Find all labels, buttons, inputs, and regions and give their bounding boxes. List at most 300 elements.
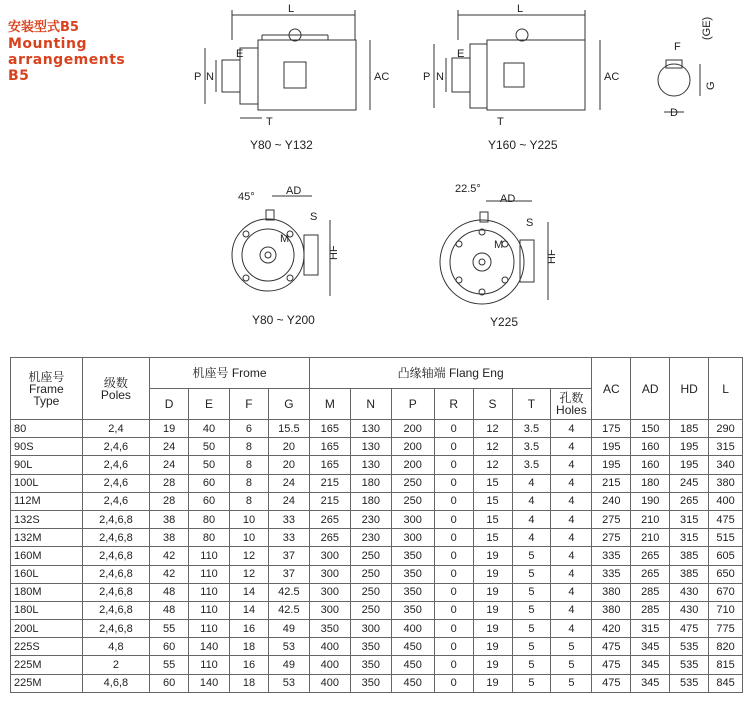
- table-cell: 4: [551, 492, 592, 510]
- table-cell: 350: [350, 656, 391, 674]
- frame-cell: 132S: [11, 510, 83, 528]
- table-cell: 350: [350, 674, 391, 692]
- header-frame-en2: Type: [33, 393, 60, 408]
- title-zh: 安装型式B5: [8, 20, 79, 35]
- table-cell: 2,4,6,8: [82, 547, 150, 565]
- table-cell: 215: [592, 474, 631, 492]
- table-cell: 535: [670, 656, 709, 674]
- table-cell: 535: [670, 674, 709, 692]
- table-cell: 475: [670, 620, 709, 638]
- dim-label-N-2: N: [436, 71, 444, 83]
- header-frame-zh: 机座号: [28, 369, 65, 384]
- table-cell: 300: [309, 565, 350, 583]
- table-cell: 215: [309, 492, 350, 510]
- header-l: L: [709, 358, 743, 420]
- table-cell: 210: [631, 510, 670, 528]
- table-cell: 250: [350, 583, 391, 601]
- dim-label-E-2: E: [457, 48, 465, 60]
- table-cell: 335: [592, 547, 631, 565]
- dim-label-L-2: L: [517, 3, 524, 15]
- table-cell: 2,4,6,8: [82, 529, 150, 547]
- table-cell: 2,4: [82, 420, 150, 438]
- table-cell: 210: [631, 529, 670, 547]
- table-row: [11, 529, 743, 547]
- table-cell: 2: [82, 656, 150, 674]
- table-cell: 15: [473, 474, 512, 492]
- table-cell: 5: [512, 638, 551, 656]
- table-cell: 180: [350, 492, 391, 510]
- table-cell: 340: [709, 456, 743, 474]
- table-cell: 130: [350, 420, 391, 438]
- table-cell: 195: [670, 456, 709, 474]
- table-cell: 450: [391, 674, 434, 692]
- table-cell: 0: [434, 565, 473, 583]
- table-cell: 8: [230, 492, 269, 510]
- frame-cell: 80: [11, 420, 83, 438]
- table-cell: 335: [592, 565, 631, 583]
- table-cell: 250: [391, 474, 434, 492]
- table-cell: 265: [309, 510, 350, 528]
- table-cell: 420: [592, 620, 631, 638]
- table-cell: 0: [434, 456, 473, 474]
- dim-label-D: D: [670, 107, 678, 119]
- dim-label-P: P: [194, 71, 202, 83]
- table-cell: 165: [309, 420, 350, 438]
- table-cell: 245: [670, 474, 709, 492]
- dim-label-GE: (GE): [701, 16, 713, 40]
- table-cell: 4: [512, 510, 551, 528]
- table-cell: 8: [230, 474, 269, 492]
- table-cell: 4: [551, 565, 592, 583]
- table-cell: 250: [350, 601, 391, 619]
- table-cell: 2,4,6,8: [82, 601, 150, 619]
- table-cell: 0: [434, 438, 473, 456]
- dim-label-T: T: [266, 116, 273, 128]
- table-cell: 55: [150, 656, 189, 674]
- table-cell: 19: [473, 565, 512, 583]
- table-cell: 240: [592, 492, 631, 510]
- frame-cell: 225M: [11, 674, 83, 692]
- table-cell: 315: [631, 620, 670, 638]
- subheader-f: F: [230, 389, 269, 420]
- table-cell: 4: [512, 529, 551, 547]
- table-row: [11, 583, 743, 601]
- table-cell: 430: [670, 583, 709, 601]
- table-row: [11, 420, 743, 438]
- frame-cell: 225M: [11, 656, 83, 674]
- title-en-line3: B5: [8, 68, 30, 84]
- table-cell: 110: [189, 620, 230, 638]
- table-cell: 16: [230, 656, 269, 674]
- table-cell: 4: [551, 620, 592, 638]
- table-cell: 265: [631, 565, 670, 583]
- table-cell: 48: [150, 601, 189, 619]
- frame-cell: 160M: [11, 547, 83, 565]
- header-poles-zh: 级数: [103, 375, 128, 390]
- table-cell: 2,4,6: [82, 492, 150, 510]
- table-cell: 285: [631, 601, 670, 619]
- table-cell: 400: [709, 492, 743, 510]
- table-cell: 4: [551, 583, 592, 601]
- table-cell: 380: [709, 474, 743, 492]
- table-cell: 0: [434, 420, 473, 438]
- table-cell: 815: [709, 656, 743, 674]
- front-view-small: [232, 185, 340, 296]
- dim-label-E: E: [236, 48, 244, 60]
- table-cell: 2,4,6,8: [82, 620, 150, 638]
- shaft-section: [658, 17, 717, 119]
- table-cell: 350: [350, 638, 391, 656]
- table-cell: 38: [150, 529, 189, 547]
- table-row: [11, 474, 743, 492]
- table-cell: 0: [434, 674, 473, 692]
- table-cell: 130: [350, 456, 391, 474]
- table-cell: 400: [391, 620, 434, 638]
- table-cell: 275: [592, 510, 631, 528]
- table-row: [11, 547, 743, 565]
- table-cell: 180: [631, 474, 670, 492]
- table-cell: 515: [709, 529, 743, 547]
- frame-cell: 180M: [11, 583, 83, 601]
- dim-label-AD: AD: [286, 185, 302, 197]
- spec-table: [10, 357, 743, 693]
- table-cell: 42: [150, 547, 189, 565]
- frame-cell: 200L: [11, 620, 83, 638]
- table-cell: 20: [268, 456, 309, 474]
- frame-cell: 225S: [11, 638, 83, 656]
- dim-label-G: G: [705, 81, 717, 90]
- header-ac: AC: [592, 358, 631, 420]
- title-en-line1: Mounting: [8, 36, 87, 52]
- table-cell: 19: [473, 638, 512, 656]
- table-cell: 215: [309, 474, 350, 492]
- table-cell: 4: [551, 547, 592, 565]
- table-cell: 4,6,8: [82, 674, 150, 692]
- table-cell: 475: [709, 510, 743, 528]
- table-cell: 110: [189, 547, 230, 565]
- table-row: [11, 510, 743, 528]
- frame-cell: 160L: [11, 565, 83, 583]
- table-cell: 475: [592, 638, 631, 656]
- table-cell: 0: [434, 529, 473, 547]
- caption-y160-y225: Y160 ~ Y225: [488, 138, 558, 152]
- table-cell: 400: [309, 656, 350, 674]
- table-cell: 300: [391, 510, 434, 528]
- table-cell: 10: [230, 510, 269, 528]
- subheader-p: P: [391, 389, 434, 420]
- table-cell: 195: [592, 438, 631, 456]
- table-cell: 53: [268, 638, 309, 656]
- header-hd: HD: [670, 358, 709, 420]
- table-cell: 670: [709, 583, 743, 601]
- table-cell: 140: [189, 674, 230, 692]
- table-cell: 33: [268, 510, 309, 528]
- table-cell: 24: [150, 456, 189, 474]
- table-cell: 12: [473, 456, 512, 474]
- subheader-m: M: [309, 389, 350, 420]
- subheader-holes-en: Holes: [556, 403, 587, 417]
- table-cell: 5: [551, 638, 592, 656]
- table-cell: 0: [434, 638, 473, 656]
- table-cell: 140: [189, 638, 230, 656]
- table-cell: 230: [350, 510, 391, 528]
- dim-label-L: L: [288, 3, 295, 15]
- subheader-r: R: [434, 389, 473, 420]
- table-row: [11, 674, 743, 692]
- title-en-line2: arrangements: [8, 52, 126, 68]
- table-cell: 15.5: [268, 420, 309, 438]
- table-cell: 4: [551, 420, 592, 438]
- table-cell: 400: [309, 674, 350, 692]
- table-cell: 345: [631, 638, 670, 656]
- table-cell: 710: [709, 601, 743, 619]
- table-cell: 19: [150, 420, 189, 438]
- table-cell: 0: [434, 583, 473, 601]
- dim-label-HF: HF: [328, 245, 340, 260]
- table-cell: 300: [309, 583, 350, 601]
- table-cell: 5: [512, 565, 551, 583]
- subheader-d: D: [150, 389, 189, 420]
- table-cell: 300: [350, 620, 391, 638]
- dim-label-T-2: T: [497, 116, 504, 128]
- table-cell: 4: [512, 474, 551, 492]
- table-cell: 110: [189, 656, 230, 674]
- table-cell: 18: [230, 674, 269, 692]
- angle-22-5: 22.5°: [455, 183, 481, 195]
- table-cell: 4: [551, 529, 592, 547]
- table-cell: 4: [512, 492, 551, 510]
- header-flang: 凸缘轴端 Flang Eng: [309, 358, 592, 389]
- table-cell: 0: [434, 656, 473, 674]
- table-cell: 5: [512, 583, 551, 601]
- table-cell: 285: [631, 583, 670, 601]
- table-cell: 775: [709, 620, 743, 638]
- dim-label-AC-2: AC: [604, 71, 620, 83]
- frame-cell: 112M: [11, 492, 83, 510]
- dim-label-S: S: [310, 211, 318, 223]
- table-cell: 110: [189, 565, 230, 583]
- subheader-s: S: [473, 389, 512, 420]
- dim-label-N: N: [206, 71, 214, 83]
- table-cell: 350: [309, 620, 350, 638]
- table-cell: 4: [551, 438, 592, 456]
- dim-label-AD-2: AD: [500, 193, 516, 205]
- table-cell: 48: [150, 583, 189, 601]
- table-cell: 50: [189, 456, 230, 474]
- table-cell: 200: [391, 438, 434, 456]
- table-cell: 175: [592, 420, 631, 438]
- table-cell: 12: [473, 438, 512, 456]
- table-row: [11, 492, 743, 510]
- table-cell: 15: [473, 510, 512, 528]
- table-cell: 450: [391, 656, 434, 674]
- table-row: [11, 456, 743, 474]
- frame-cell: 100L: [11, 474, 83, 492]
- table-cell: 0: [434, 601, 473, 619]
- table-cell: 49: [268, 620, 309, 638]
- table-cell: 265: [631, 547, 670, 565]
- table-row: [11, 620, 743, 638]
- caption-y225: Y225: [490, 315, 519, 329]
- table-cell: 19: [473, 601, 512, 619]
- table-cell: 160: [631, 456, 670, 474]
- table-cell: 6: [230, 420, 269, 438]
- caption-y80-y132: Y80 ~ Y132: [250, 138, 313, 152]
- table-cell: 3.5: [512, 456, 551, 474]
- table-cell: 350: [391, 547, 434, 565]
- table-cell: 19: [473, 674, 512, 692]
- table-cell: 15: [473, 529, 512, 547]
- table-cell: 42.5: [268, 583, 309, 601]
- dim-label-AC: AC: [374, 71, 390, 83]
- table-cell: 15: [473, 492, 512, 510]
- table-cell: 2,4,6: [82, 456, 150, 474]
- table-cell: 12: [230, 565, 269, 583]
- table-cell: 12: [473, 420, 512, 438]
- table-cell: 195: [592, 456, 631, 474]
- table-cell: 50: [189, 438, 230, 456]
- table-cell: 2,4,6: [82, 438, 150, 456]
- table-row: [11, 601, 743, 619]
- table-cell: 265: [670, 492, 709, 510]
- dim-label-M: M: [280, 233, 290, 245]
- table-cell: 38: [150, 510, 189, 528]
- subheader-n: N: [350, 389, 391, 420]
- table-cell: 820: [709, 638, 743, 656]
- table-cell: 345: [631, 674, 670, 692]
- table-cell: 475: [592, 674, 631, 692]
- table-cell: 5: [512, 656, 551, 674]
- table-cell: 230: [350, 529, 391, 547]
- table-cell: 16: [230, 620, 269, 638]
- table-cell: 42: [150, 565, 189, 583]
- subheader-e: E: [189, 389, 230, 420]
- table-cell: 130: [350, 438, 391, 456]
- frame-cell: 90L: [11, 456, 83, 474]
- table-cell: 110: [189, 601, 230, 619]
- table-cell: 605: [709, 547, 743, 565]
- table-cell: 60: [189, 474, 230, 492]
- dim-label-P-2: P: [423, 71, 431, 83]
- table-cell: 0: [434, 620, 473, 638]
- table-cell: 0: [434, 474, 473, 492]
- table-row: [11, 656, 743, 674]
- table-cell: 250: [350, 547, 391, 565]
- header-poles-en: Poles: [100, 387, 131, 402]
- table-cell: 315: [670, 510, 709, 528]
- frame-cell: 132M: [11, 529, 83, 547]
- table-row: [11, 638, 743, 656]
- table-cell: 275: [592, 529, 631, 547]
- table-cell: 290: [709, 420, 743, 438]
- table-cell: 49: [268, 656, 309, 674]
- table-cell: 0: [434, 510, 473, 528]
- table-cell: 350: [391, 565, 434, 583]
- header-poles: [82, 358, 150, 420]
- table-cell: 315: [670, 529, 709, 547]
- subheader-g: G: [268, 389, 309, 420]
- table-cell: 475: [592, 656, 631, 674]
- table-cell: 200: [391, 420, 434, 438]
- table-cell: 315: [709, 438, 743, 456]
- table-row: [11, 438, 743, 456]
- table-cell: 80: [189, 529, 230, 547]
- table-cell: 2,4,6,8: [82, 510, 150, 528]
- table-cell: 150: [631, 420, 670, 438]
- side-view-large: [423, 3, 619, 128]
- table-cell: 5: [512, 674, 551, 692]
- table-cell: 8: [230, 456, 269, 474]
- subheader-t: T: [512, 389, 551, 420]
- dim-label-F: F: [674, 41, 681, 53]
- table-cell: 350: [391, 583, 434, 601]
- table-cell: 24: [150, 438, 189, 456]
- table-cell: 28: [150, 492, 189, 510]
- table-cell: 250: [391, 492, 434, 510]
- table-row: [11, 565, 743, 583]
- table-cell: 60: [150, 638, 189, 656]
- dim-label-S-2: S: [526, 217, 534, 229]
- table-cell: 28: [150, 474, 189, 492]
- table-cell: 4: [551, 474, 592, 492]
- table-cell: 60: [189, 492, 230, 510]
- table-cell: 165: [309, 456, 350, 474]
- table-cell: 380: [592, 583, 631, 601]
- table-cell: 5: [512, 547, 551, 565]
- table-cell: 385: [670, 565, 709, 583]
- table-cell: 535: [670, 638, 709, 656]
- table-cell: 4,8: [82, 638, 150, 656]
- table-cell: 3.5: [512, 438, 551, 456]
- table-cell: 300: [309, 601, 350, 619]
- table-cell: 5: [512, 601, 551, 619]
- table-cell: 5: [551, 656, 592, 674]
- table-cell: 265: [309, 529, 350, 547]
- table-cell: 8: [230, 438, 269, 456]
- subheader-holes: [551, 389, 592, 420]
- table-cell: 0: [434, 492, 473, 510]
- table-cell: 4: [551, 456, 592, 474]
- table-cell: 24: [268, 474, 309, 492]
- table-cell: 195: [670, 438, 709, 456]
- table-cell: 37: [268, 547, 309, 565]
- table-cell: 250: [350, 565, 391, 583]
- header-frame-type: [11, 358, 83, 420]
- table-cell: 400: [309, 638, 350, 656]
- table-cell: 165: [309, 438, 350, 456]
- table-cell: 2,4,6,8: [82, 565, 150, 583]
- table-cell: 55: [150, 620, 189, 638]
- table-cell: 5: [512, 620, 551, 638]
- table-cell: 14: [230, 601, 269, 619]
- table-cell: 380: [592, 601, 631, 619]
- table-cell: 12: [230, 547, 269, 565]
- table-cell: 300: [391, 529, 434, 547]
- table-cell: 33: [268, 529, 309, 547]
- front-view-large: [440, 183, 558, 304]
- angle-45: 45°: [238, 191, 255, 203]
- table-cell: 53: [268, 674, 309, 692]
- dim-label-M-2: M: [494, 239, 504, 251]
- frame-cell: 90S: [11, 438, 83, 456]
- table-cell: 2,4,6,8: [82, 583, 150, 601]
- table-cell: 60: [150, 674, 189, 692]
- table-cell: 385: [670, 547, 709, 565]
- table-cell: 10: [230, 529, 269, 547]
- table-cell: 14: [230, 583, 269, 601]
- table-cell: 845: [709, 674, 743, 692]
- header-frame-en1: Frame: [28, 381, 64, 396]
